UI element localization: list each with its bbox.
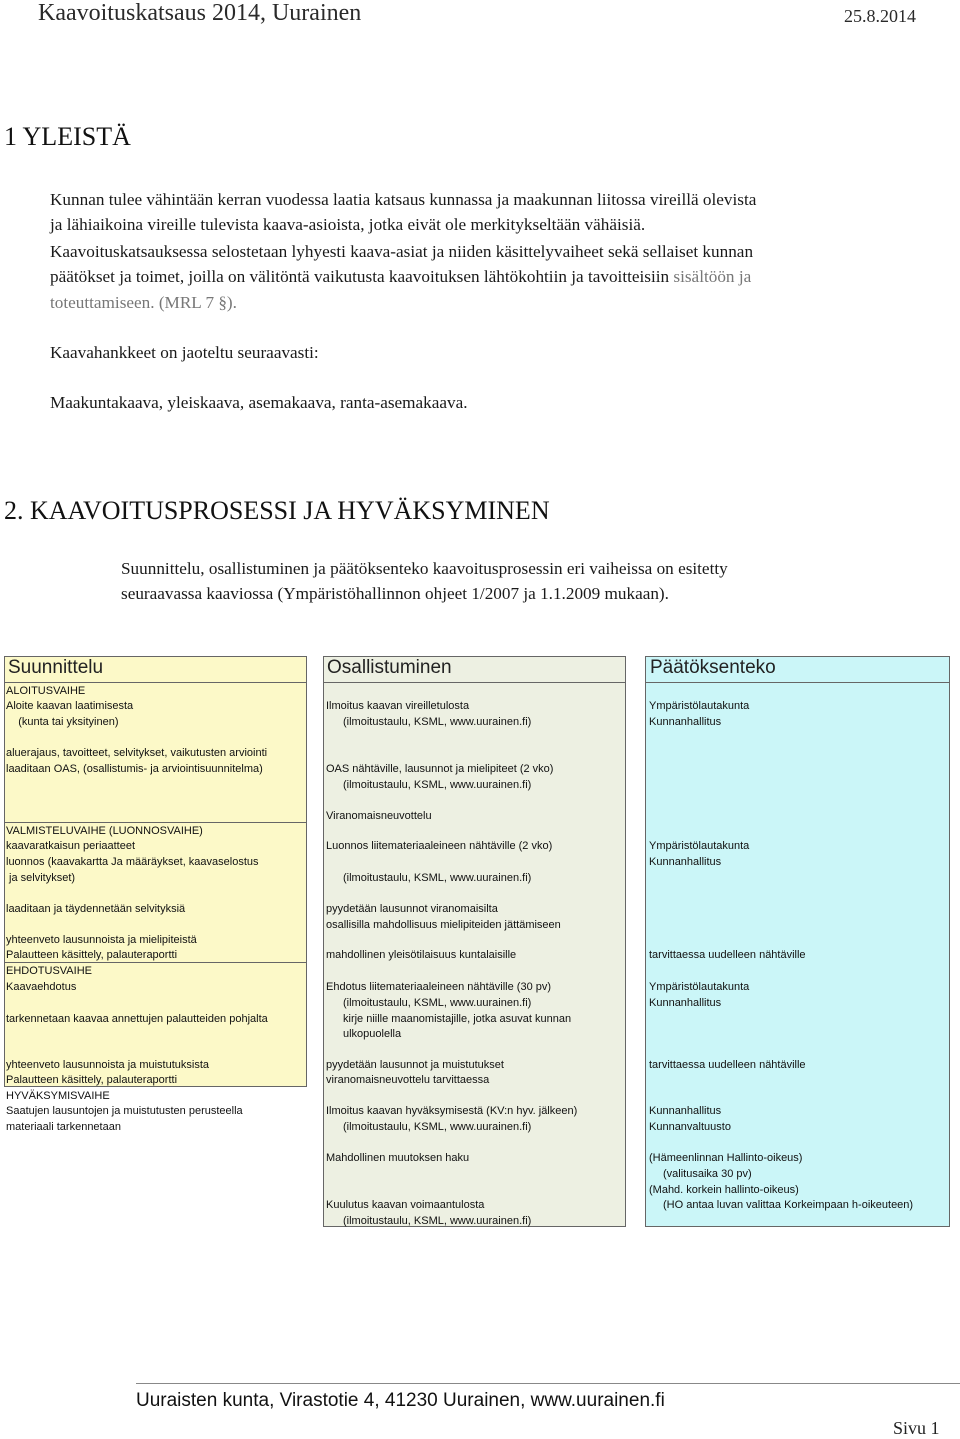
cell: osallisilla mahdollisuus mielipiteiden jättämiseen [326, 919, 561, 931]
header-label: Suunnittelu [8, 657, 104, 678]
page-date: 25.8.2014 [844, 6, 916, 26]
cell: ja selvitykset) [6, 872, 76, 884]
cell: OAS nähtäville, lausunnot ja mielipiteet (2 vko) [326, 763, 554, 775]
footer-address: Uuraisten kunta, Virastotie 4, 41230 Uurainen, www.uurainen.fi [136, 1390, 665, 1411]
cell: mahdollinen yleisötilaisuus kuntalaisille [326, 949, 517, 961]
header-label: Päätöksenteko [650, 657, 776, 678]
cell: Mahdollinen muutoksen haku [326, 1152, 470, 1164]
section-1-heading: 1 YLEISTÄ [4, 122, 131, 151]
cell: tarkennetaan kaavaa annettujen palautteiden pohjalta [6, 1013, 268, 1025]
paragraph-line: Kaavoituskatsauksessa selostetaan lyhyesti kaava-asiat ja niiden käsittelyvaiheet sekä sellaiset kunnan [50, 242, 754, 261]
paragraph-line: päätökset ja toimet, joilla on välitöntä vaikutusta kaavoituksen lähtökohtiin ja tavoitteisiin sisältöön ja [50, 267, 752, 286]
phase-divider [4, 962, 307, 963]
cell: Ehdotus liitemateriaaleineen nähtäville (30 pv) [326, 981, 552, 993]
cell: (ilmoitustaulu, KSML, www.uurainen.fi) [343, 1121, 532, 1133]
cell: yhteenveto lausunnoista ja muistutuksista [6, 1059, 210, 1071]
cell: Ympäristölautakunta [649, 981, 750, 993]
cell: (valitusaika 30 pv) [663, 1168, 752, 1180]
cell: Ilmoitus kaavan vireilletulosta [326, 700, 470, 712]
cell: ALOITUSVAIHE [6, 685, 86, 697]
cell: Aloite kaavan laatimisesta [6, 700, 134, 712]
cell: tarvittaessa uudelleen nähtäville [649, 949, 806, 961]
cell: (Mahd. korkein hallinto-oikeus) [649, 1184, 799, 1196]
cell: Kuulutus kaavan voimaantulosta [326, 1199, 485, 1211]
paragraph-line: Kaavahankkeet on jaoteltu seuraavasti: [50, 343, 319, 362]
cell: VALMISTELUVAIHE (LUONNOSVAIHE) [6, 825, 203, 837]
cell: Ympäristölautakunta [649, 700, 750, 712]
cell: (ilmoitustaulu, KSML, www.uurainen.fi) [343, 779, 532, 791]
cell: Kunnanhallitus [649, 716, 722, 728]
cell: Kunnanvaltuusto [649, 1121, 731, 1133]
cell: Ympäristölautakunta [649, 840, 750, 852]
cell: materiaali tarkennetaan [6, 1121, 121, 1133]
cell: (ilmoitustaulu, KSML, www.uurainen.fi) [343, 872, 532, 884]
paragraph-line: Suunnittelu, osallistuminen ja päätöksenteko kaavoitusprosessin eri vaiheissa on esitetty [121, 559, 728, 578]
section-2-heading: 2. KAAVOITUSPROSESSI JA HYVÄKSYMINEN [4, 496, 550, 525]
cell: pyydetään lausunnot viranomaisilta [326, 903, 498, 915]
paragraph-line: seuraavassa kaaviossa (Ympäristöhallinnon ohjeet 1/2007 ja 1.1.2009 mukaan). [121, 584, 669, 603]
cell: Palautteen käsittely, palauteraportti [6, 949, 178, 961]
cell: Kunnanhallitus [649, 997, 722, 1009]
page-title: Kaavoituskatsaus 2014, Uurainen [38, 0, 362, 26]
header-label: Osallistuminen [327, 657, 452, 678]
phase-divider [4, 822, 307, 823]
cell: Kunnanhallitus [649, 1105, 722, 1117]
cell: Kunnanhallitus [649, 856, 722, 868]
paragraph-line: Kunnan tulee vähintään kerran vuodessa laatia katsaus kunnassa ja maakunnan liitossa vireillä olevista [50, 190, 757, 209]
cell: kaavaratkaisun periaatteet [6, 840, 136, 852]
cell: viranomaisneuvottelu tarvittaessa [326, 1074, 490, 1086]
page-number: Sivu 1 [893, 1418, 940, 1438]
cell: (Hämeenlinnan Hallinto-oikeus) [649, 1152, 803, 1164]
cell: Ilmoitus kaavan hyväksymisestä (KV:n hyv. jälkeen) [326, 1105, 578, 1117]
cell: yhteenveto lausunnoista ja mielipiteistä [6, 934, 197, 946]
cell: pyydetään lausunnot ja muistutukset [326, 1059, 504, 1071]
cell: aluerajaus, tavoitteet, selvitykset, vaikutusten arviointi [6, 747, 268, 759]
cell: Palautteen käsittely, palauteraportti [6, 1074, 178, 1086]
cell: laaditaan OAS, (osallistumis- ja arviointisuunnitelma) [6, 763, 263, 775]
paragraph-line: ja lähiaikoina vireille tulevista kaava-asioista, jotka eivät ole merkitykseltään vähäisiä. [50, 215, 646, 234]
cell: (ilmoitustaulu, KSML, www.uurainen.fi) [343, 997, 532, 1009]
footer-divider [136, 1383, 960, 1384]
cell: laaditaan ja täydennetään selvityksiä [6, 903, 186, 915]
paragraph-line: Maakuntakaava, yleiskaava, asemakaava, ranta-asemakaava. [50, 393, 468, 412]
cell: kirje niille maanomistajille, jotka asuvat kunnan [343, 1013, 572, 1025]
cell: EHDOTUSVAIHE [6, 965, 92, 977]
cell: ulkopuolella [343, 1028, 402, 1040]
cell: luonnos (kaavakartta Ja määräykset, kaavaselostus [6, 856, 259, 868]
cell: Kaavaehdotus [6, 981, 77, 993]
cell: Viranomaisneuvottelu [326, 810, 432, 822]
cell: Luonnos liitemateriaaleineen nähtäville (2 vko) [326, 840, 553, 852]
cell: (kunta tai yksityinen) [6, 716, 119, 728]
cell: (HO antaa luvan valittaa Korkeimpaan h-oikeuteen) [663, 1199, 914, 1211]
paragraph-line: toteuttamiseen. (MRL 7 §). [50, 293, 237, 312]
cell: HYVÄKSYMISVAIHE [6, 1090, 110, 1102]
cell: tarvittaessa uudelleen nähtäville [649, 1059, 806, 1071]
cell: (ilmoitustaulu, KSML, www.uurainen.fi) [343, 1215, 532, 1227]
cell: Saatujen lausuntojen ja muistutusten perusteella [6, 1105, 243, 1117]
cell: (ilmoitustaulu, KSML, www.uurainen.fi) [343, 716, 532, 728]
